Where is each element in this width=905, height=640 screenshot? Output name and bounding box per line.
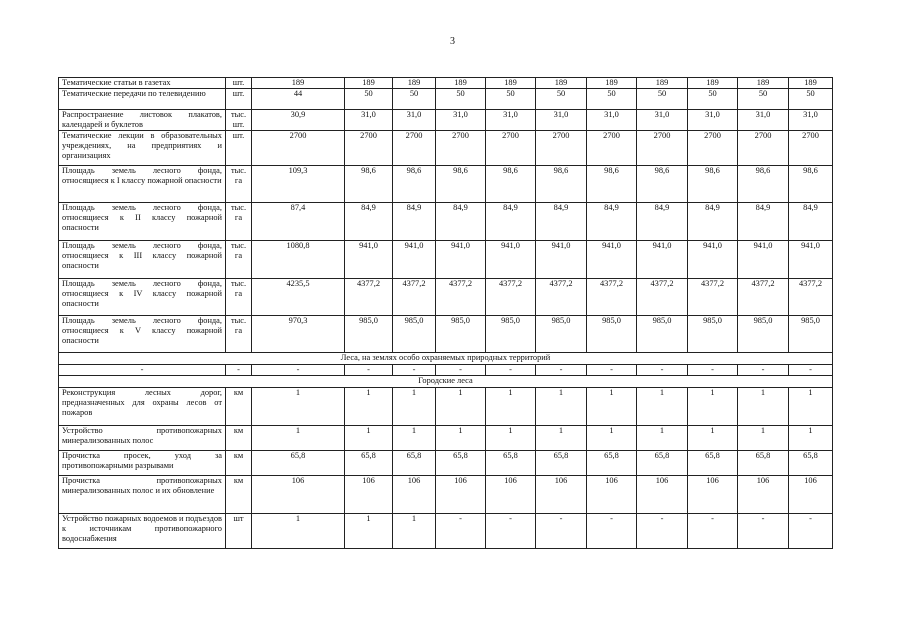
- value-cell: -: [587, 514, 637, 549]
- value-cell: 189: [738, 78, 789, 89]
- value-cell: 189: [688, 78, 738, 89]
- value-cell: 1: [393, 426, 436, 451]
- value-cell: 65,8: [345, 451, 393, 476]
- value-cell: 941,0: [789, 241, 833, 279]
- value-cell: 1: [738, 388, 789, 426]
- value-cell: 1: [688, 426, 738, 451]
- value-cell: -: [738, 514, 789, 549]
- value-cell: 1: [252, 388, 345, 426]
- measures-table: [58, 77, 833, 549]
- table-row: [59, 203, 833, 241]
- value-cell: 1: [536, 426, 587, 451]
- table-row: [59, 131, 833, 166]
- value-cell: -: [486, 514, 536, 549]
- value-cell: 31,0: [587, 110, 637, 131]
- table-row: [59, 365, 833, 376]
- value-cell: 31,0: [789, 110, 833, 131]
- value-cell: 84,9: [345, 203, 393, 241]
- table-row: [59, 241, 833, 279]
- value-cell: 65,8: [486, 451, 536, 476]
- row-name: Площадь земель лесного фонда, относящиеся к IV классу пожарной опасности: [59, 279, 226, 316]
- value-cell: 2700: [688, 131, 738, 166]
- table-row: [59, 476, 833, 514]
- value-cell: 98,6: [738, 166, 789, 203]
- value-cell: 2700: [393, 131, 436, 166]
- value-cell: 189: [436, 78, 486, 89]
- value-cell: 941,0: [587, 241, 637, 279]
- value-cell: 106: [587, 476, 637, 514]
- value-cell: 106: [536, 476, 587, 514]
- row-unit: шт.: [226, 89, 252, 110]
- row-unit: км: [226, 426, 252, 451]
- value-cell: 2700: [345, 131, 393, 166]
- value-cell: 4377,2: [436, 279, 486, 316]
- value-cell: 65,8: [738, 451, 789, 476]
- value-cell: -: [536, 365, 587, 376]
- value-cell: 65,8: [436, 451, 486, 476]
- row-unit: тыс. га: [226, 241, 252, 279]
- table-row: [59, 110, 833, 131]
- table-row: [59, 451, 833, 476]
- value-cell: 98,6: [536, 166, 587, 203]
- value-cell: 65,8: [587, 451, 637, 476]
- value-cell: 106: [252, 476, 345, 514]
- value-cell: 44: [252, 89, 345, 110]
- row-unit: тыс. га: [226, 166, 252, 203]
- value-cell: -: [252, 365, 345, 376]
- row-name: Устройство противопожарных минерализованных полос: [59, 426, 226, 451]
- value-cell: 84,9: [393, 203, 436, 241]
- value-cell: 189: [536, 78, 587, 89]
- value-cell: 106: [688, 476, 738, 514]
- table-row: [59, 279, 833, 316]
- value-cell: 109,3: [252, 166, 345, 203]
- value-cell: 189: [252, 78, 345, 89]
- row-unit: км: [226, 476, 252, 514]
- value-cell: 985,0: [436, 316, 486, 353]
- value-cell: 50: [637, 89, 688, 110]
- value-cell: 1: [252, 426, 345, 451]
- value-cell: 941,0: [436, 241, 486, 279]
- value-cell: 84,9: [637, 203, 688, 241]
- value-cell: 50: [486, 89, 536, 110]
- row-name: Прочистка противопожарных минерализованных полос и их обновление: [59, 476, 226, 514]
- value-cell: -: [789, 365, 833, 376]
- value-cell: 98,6: [436, 166, 486, 203]
- value-cell: -: [536, 514, 587, 549]
- value-cell: 941,0: [536, 241, 587, 279]
- value-cell: 2700: [587, 131, 637, 166]
- value-cell: -: [738, 365, 789, 376]
- value-cell: 106: [486, 476, 536, 514]
- value-cell: 941,0: [688, 241, 738, 279]
- value-cell: 2700: [486, 131, 536, 166]
- value-cell: 1: [252, 514, 345, 549]
- value-cell: 4235,5: [252, 279, 345, 316]
- table-row: [59, 388, 833, 426]
- value-cell: 985,0: [738, 316, 789, 353]
- row-name: Площадь земель лесного фонда, относящиеся к III классу пожарной опасности: [59, 241, 226, 279]
- row-unit: тыс. шт.: [226, 110, 252, 131]
- value-cell: 106: [345, 476, 393, 514]
- value-cell: 4377,2: [486, 279, 536, 316]
- value-cell: 1: [738, 426, 789, 451]
- section-row: [59, 353, 833, 365]
- row-name: Тематические статьи в газетах: [59, 78, 226, 89]
- value-cell: -: [637, 365, 688, 376]
- value-cell: 2700: [252, 131, 345, 166]
- value-cell: 1: [486, 388, 536, 426]
- row-name: -: [59, 365, 226, 376]
- value-cell: 985,0: [345, 316, 393, 353]
- value-cell: 1: [587, 426, 637, 451]
- value-cell: 1: [345, 514, 393, 549]
- row-unit: тыс. га: [226, 203, 252, 241]
- value-cell: 50: [536, 89, 587, 110]
- value-cell: 1: [587, 388, 637, 426]
- value-cell: 84,9: [688, 203, 738, 241]
- value-cell: 84,9: [789, 203, 833, 241]
- row-name: Площадь земель лесного фонда, относящиеся к I классу пожарной опасности: [59, 166, 226, 203]
- value-cell: 50: [587, 89, 637, 110]
- value-cell: 65,8: [393, 451, 436, 476]
- table-row: [59, 316, 833, 353]
- value-cell: 106: [637, 476, 688, 514]
- value-cell: 985,0: [486, 316, 536, 353]
- value-cell: 2700: [436, 131, 486, 166]
- value-cell: -: [486, 365, 536, 376]
- value-cell: 1: [637, 388, 688, 426]
- value-cell: 84,9: [738, 203, 789, 241]
- value-cell: -: [789, 514, 833, 549]
- value-cell: 1: [393, 388, 436, 426]
- value-cell: 4377,2: [393, 279, 436, 316]
- section-row: [59, 376, 833, 388]
- value-cell: 189: [345, 78, 393, 89]
- value-cell: 985,0: [789, 316, 833, 353]
- value-cell: 941,0: [393, 241, 436, 279]
- value-cell: 84,9: [486, 203, 536, 241]
- value-cell: 98,6: [789, 166, 833, 203]
- value-cell: 50: [789, 89, 833, 110]
- value-cell: 1: [536, 388, 587, 426]
- row-name: Тематические передачи по телевидению: [59, 89, 226, 110]
- table-row: [59, 514, 833, 549]
- value-cell: 189: [789, 78, 833, 89]
- value-cell: 98,6: [688, 166, 738, 203]
- value-cell: 189: [587, 78, 637, 89]
- row-unit: шт.: [226, 131, 252, 166]
- value-cell: 84,9: [436, 203, 486, 241]
- section-title: Леса, на землях особо охраняемых природных территорий: [59, 353, 833, 365]
- value-cell: 50: [345, 89, 393, 110]
- value-cell: -: [393, 365, 436, 376]
- row-unit: -: [226, 365, 252, 376]
- value-cell: 30,9: [252, 110, 345, 131]
- value-cell: 65,8: [252, 451, 345, 476]
- value-cell: 4377,2: [688, 279, 738, 316]
- row-unit: тыс. га: [226, 279, 252, 316]
- value-cell: 31,0: [345, 110, 393, 131]
- row-name: Площадь земель лесного фонда, относящиеся к II классу пожарной опасности: [59, 203, 226, 241]
- value-cell: 50: [738, 89, 789, 110]
- row-unit: шт.: [226, 78, 252, 89]
- row-unit: тыс. га: [226, 316, 252, 353]
- value-cell: 189: [393, 78, 436, 89]
- value-cell: 985,0: [587, 316, 637, 353]
- row-name: Тематические лекции в образовательных учреждениях, на предприятиях и организациях: [59, 131, 226, 166]
- row-unit: шт: [226, 514, 252, 549]
- value-cell: 50: [688, 89, 738, 110]
- value-cell: 4377,2: [587, 279, 637, 316]
- value-cell: 106: [393, 476, 436, 514]
- value-cell: 31,0: [436, 110, 486, 131]
- value-cell: 1: [436, 426, 486, 451]
- row-name: Прочистка просек, уход за противопожарными разрывами: [59, 451, 226, 476]
- value-cell: 1: [345, 426, 393, 451]
- value-cell: 65,8: [688, 451, 738, 476]
- value-cell: 2700: [738, 131, 789, 166]
- value-cell: -: [436, 514, 486, 549]
- value-cell: 50: [393, 89, 436, 110]
- row-name: Площадь земель лесного фонда, относящиеся к V классу пожарной опасности: [59, 316, 226, 353]
- value-cell: 31,0: [637, 110, 688, 131]
- value-cell: 84,9: [587, 203, 637, 241]
- value-cell: 1: [345, 388, 393, 426]
- table-row: [59, 426, 833, 451]
- value-cell: 4377,2: [345, 279, 393, 316]
- value-cell: 84,9: [536, 203, 587, 241]
- value-cell: 1: [393, 514, 436, 549]
- value-cell: 98,6: [393, 166, 436, 203]
- value-cell: 2700: [536, 131, 587, 166]
- value-cell: 31,0: [486, 110, 536, 131]
- value-cell: 985,0: [536, 316, 587, 353]
- row-name: Реконструкция лесных дорог, предназначенных для охраны лесов от пожаров: [59, 388, 226, 426]
- value-cell: 189: [486, 78, 536, 89]
- value-cell: 98,6: [587, 166, 637, 203]
- value-cell: -: [436, 365, 486, 376]
- value-cell: 2700: [637, 131, 688, 166]
- value-cell: 4377,2: [789, 279, 833, 316]
- value-cell: 941,0: [738, 241, 789, 279]
- value-cell: 65,8: [536, 451, 587, 476]
- value-cell: 2700: [789, 131, 833, 166]
- row-unit: км: [226, 451, 252, 476]
- value-cell: 65,8: [789, 451, 833, 476]
- value-cell: 1: [789, 388, 833, 426]
- value-cell: -: [637, 514, 688, 549]
- value-cell: 189: [637, 78, 688, 89]
- value-cell: 106: [738, 476, 789, 514]
- value-cell: 31,0: [738, 110, 789, 131]
- section-title: Городские леса: [59, 376, 833, 388]
- value-cell: 98,6: [345, 166, 393, 203]
- value-cell: -: [688, 365, 738, 376]
- value-cell: 106: [436, 476, 486, 514]
- value-cell: 4377,2: [738, 279, 789, 316]
- value-cell: 941,0: [637, 241, 688, 279]
- row-unit: км: [226, 388, 252, 426]
- value-cell: 65,8: [637, 451, 688, 476]
- value-cell: 1: [436, 388, 486, 426]
- value-cell: 1080,8: [252, 241, 345, 279]
- value-cell: 1: [637, 426, 688, 451]
- value-cell: 985,0: [688, 316, 738, 353]
- value-cell: -: [688, 514, 738, 549]
- value-cell: 31,0: [393, 110, 436, 131]
- value-cell: 50: [436, 89, 486, 110]
- value-cell: 106: [789, 476, 833, 514]
- value-cell: 87,4: [252, 203, 345, 241]
- page-number: 3: [450, 36, 455, 47]
- value-cell: 941,0: [486, 241, 536, 279]
- value-cell: 941,0: [345, 241, 393, 279]
- value-cell: 1: [486, 426, 536, 451]
- value-cell: 985,0: [637, 316, 688, 353]
- table-row: [59, 166, 833, 203]
- value-cell: 4377,2: [637, 279, 688, 316]
- row-name: Устройство пожарных водоемов и подъездов к источникам противопожарного водоснабжения: [59, 514, 226, 549]
- table-row: [59, 78, 833, 89]
- value-cell: 1: [688, 388, 738, 426]
- value-cell: 970,3: [252, 316, 345, 353]
- value-cell: 4377,2: [536, 279, 587, 316]
- value-cell: 31,0: [688, 110, 738, 131]
- value-cell: 31,0: [536, 110, 587, 131]
- value-cell: 1: [789, 426, 833, 451]
- value-cell: 985,0: [393, 316, 436, 353]
- row-name: Распространение листовок плакатов, календарей и буклетов: [59, 110, 226, 131]
- value-cell: -: [345, 365, 393, 376]
- value-cell: 98,6: [486, 166, 536, 203]
- table-row: [59, 89, 833, 110]
- value-cell: -: [587, 365, 637, 376]
- value-cell: 98,6: [637, 166, 688, 203]
